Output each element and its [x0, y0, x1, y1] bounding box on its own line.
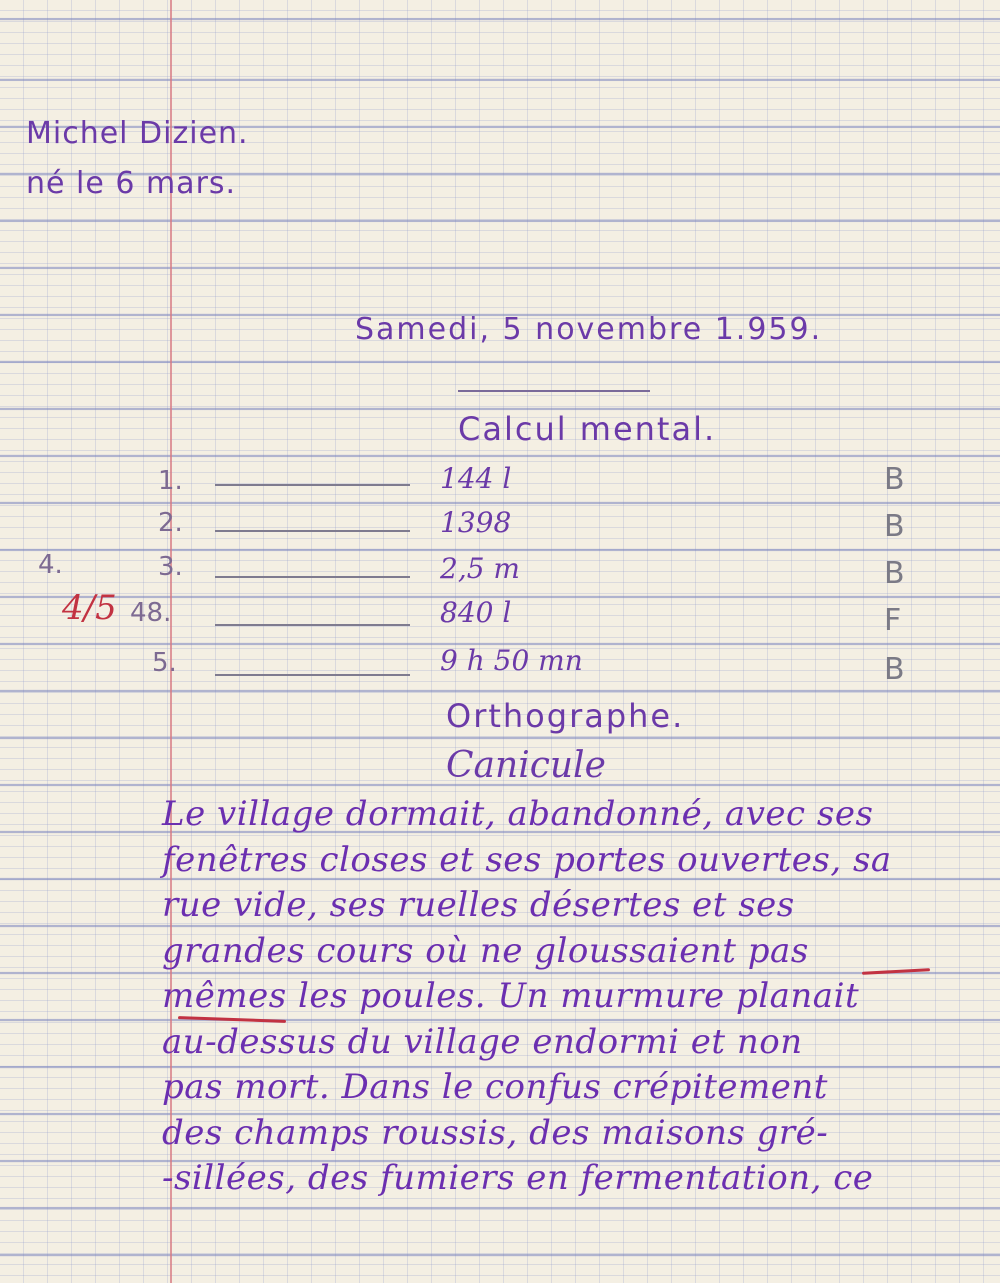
- text-line: des champs roussis, des maisons gré-: [162, 1112, 829, 1153]
- text-line: pas mort. Dans le confus crépitement: [162, 1067, 828, 1107]
- answer-line: [215, 624, 410, 626]
- row-number: 48.: [130, 598, 172, 628]
- calcul-title: Calcul mental.: [458, 410, 717, 448]
- date-underline: [458, 390, 650, 392]
- answer-line: [215, 576, 410, 578]
- row-grade: F: [884, 603, 902, 638]
- row-grade: B: [884, 556, 905, 591]
- answer-line: [215, 484, 410, 486]
- answer-line: [215, 530, 410, 532]
- student-name: Michel Dizien.: [26, 116, 249, 151]
- row-answer: 9 h 50 mn: [440, 644, 583, 677]
- text-line: rue vide, ses ruelles désertes et ses: [162, 885, 795, 925]
- row-answer: 2,5 m: [440, 552, 520, 585]
- row-number: 2.: [158, 508, 183, 538]
- row-grade: B: [884, 652, 905, 687]
- answer-line: [215, 674, 410, 676]
- lesson-date: Samedi, 5 novembre 1.959.: [355, 312, 823, 347]
- text-line: fenêtres closes et ses portes ouvertes, sa: [162, 839, 892, 880]
- text-line: au-dessus du village endormi et non: [162, 1021, 803, 1062]
- row-number: 1.: [158, 466, 183, 496]
- side-note: 4.: [38, 550, 63, 580]
- text-line: grandes cours où ne gloussaient pas: [162, 930, 809, 971]
- orthographe-title: Orthographe.: [446, 697, 685, 735]
- row-number: 3.: [158, 552, 183, 582]
- red-score-mark: 4/5: [62, 588, 117, 628]
- text-line: Le village dormait, abandonné, avec ses: [162, 794, 874, 834]
- text-line: -sillées, des fumiers en fermentation, ce: [162, 1158, 874, 1198]
- row-grade: B: [884, 509, 905, 544]
- row-grade: B: [884, 462, 905, 497]
- birth-date: né le 6 mars.: [26, 166, 237, 201]
- dictation-text: [162, 792, 992, 1202]
- row-number: 5.: [152, 648, 177, 678]
- row-answer: 840 l: [440, 596, 512, 629]
- row-answer: 1398: [440, 506, 512, 539]
- dictation-title: Canicule: [446, 745, 606, 786]
- row-answer: 144 l: [440, 462, 512, 495]
- text-line: mêmes les poules. Un murmure planait: [162, 976, 860, 1016]
